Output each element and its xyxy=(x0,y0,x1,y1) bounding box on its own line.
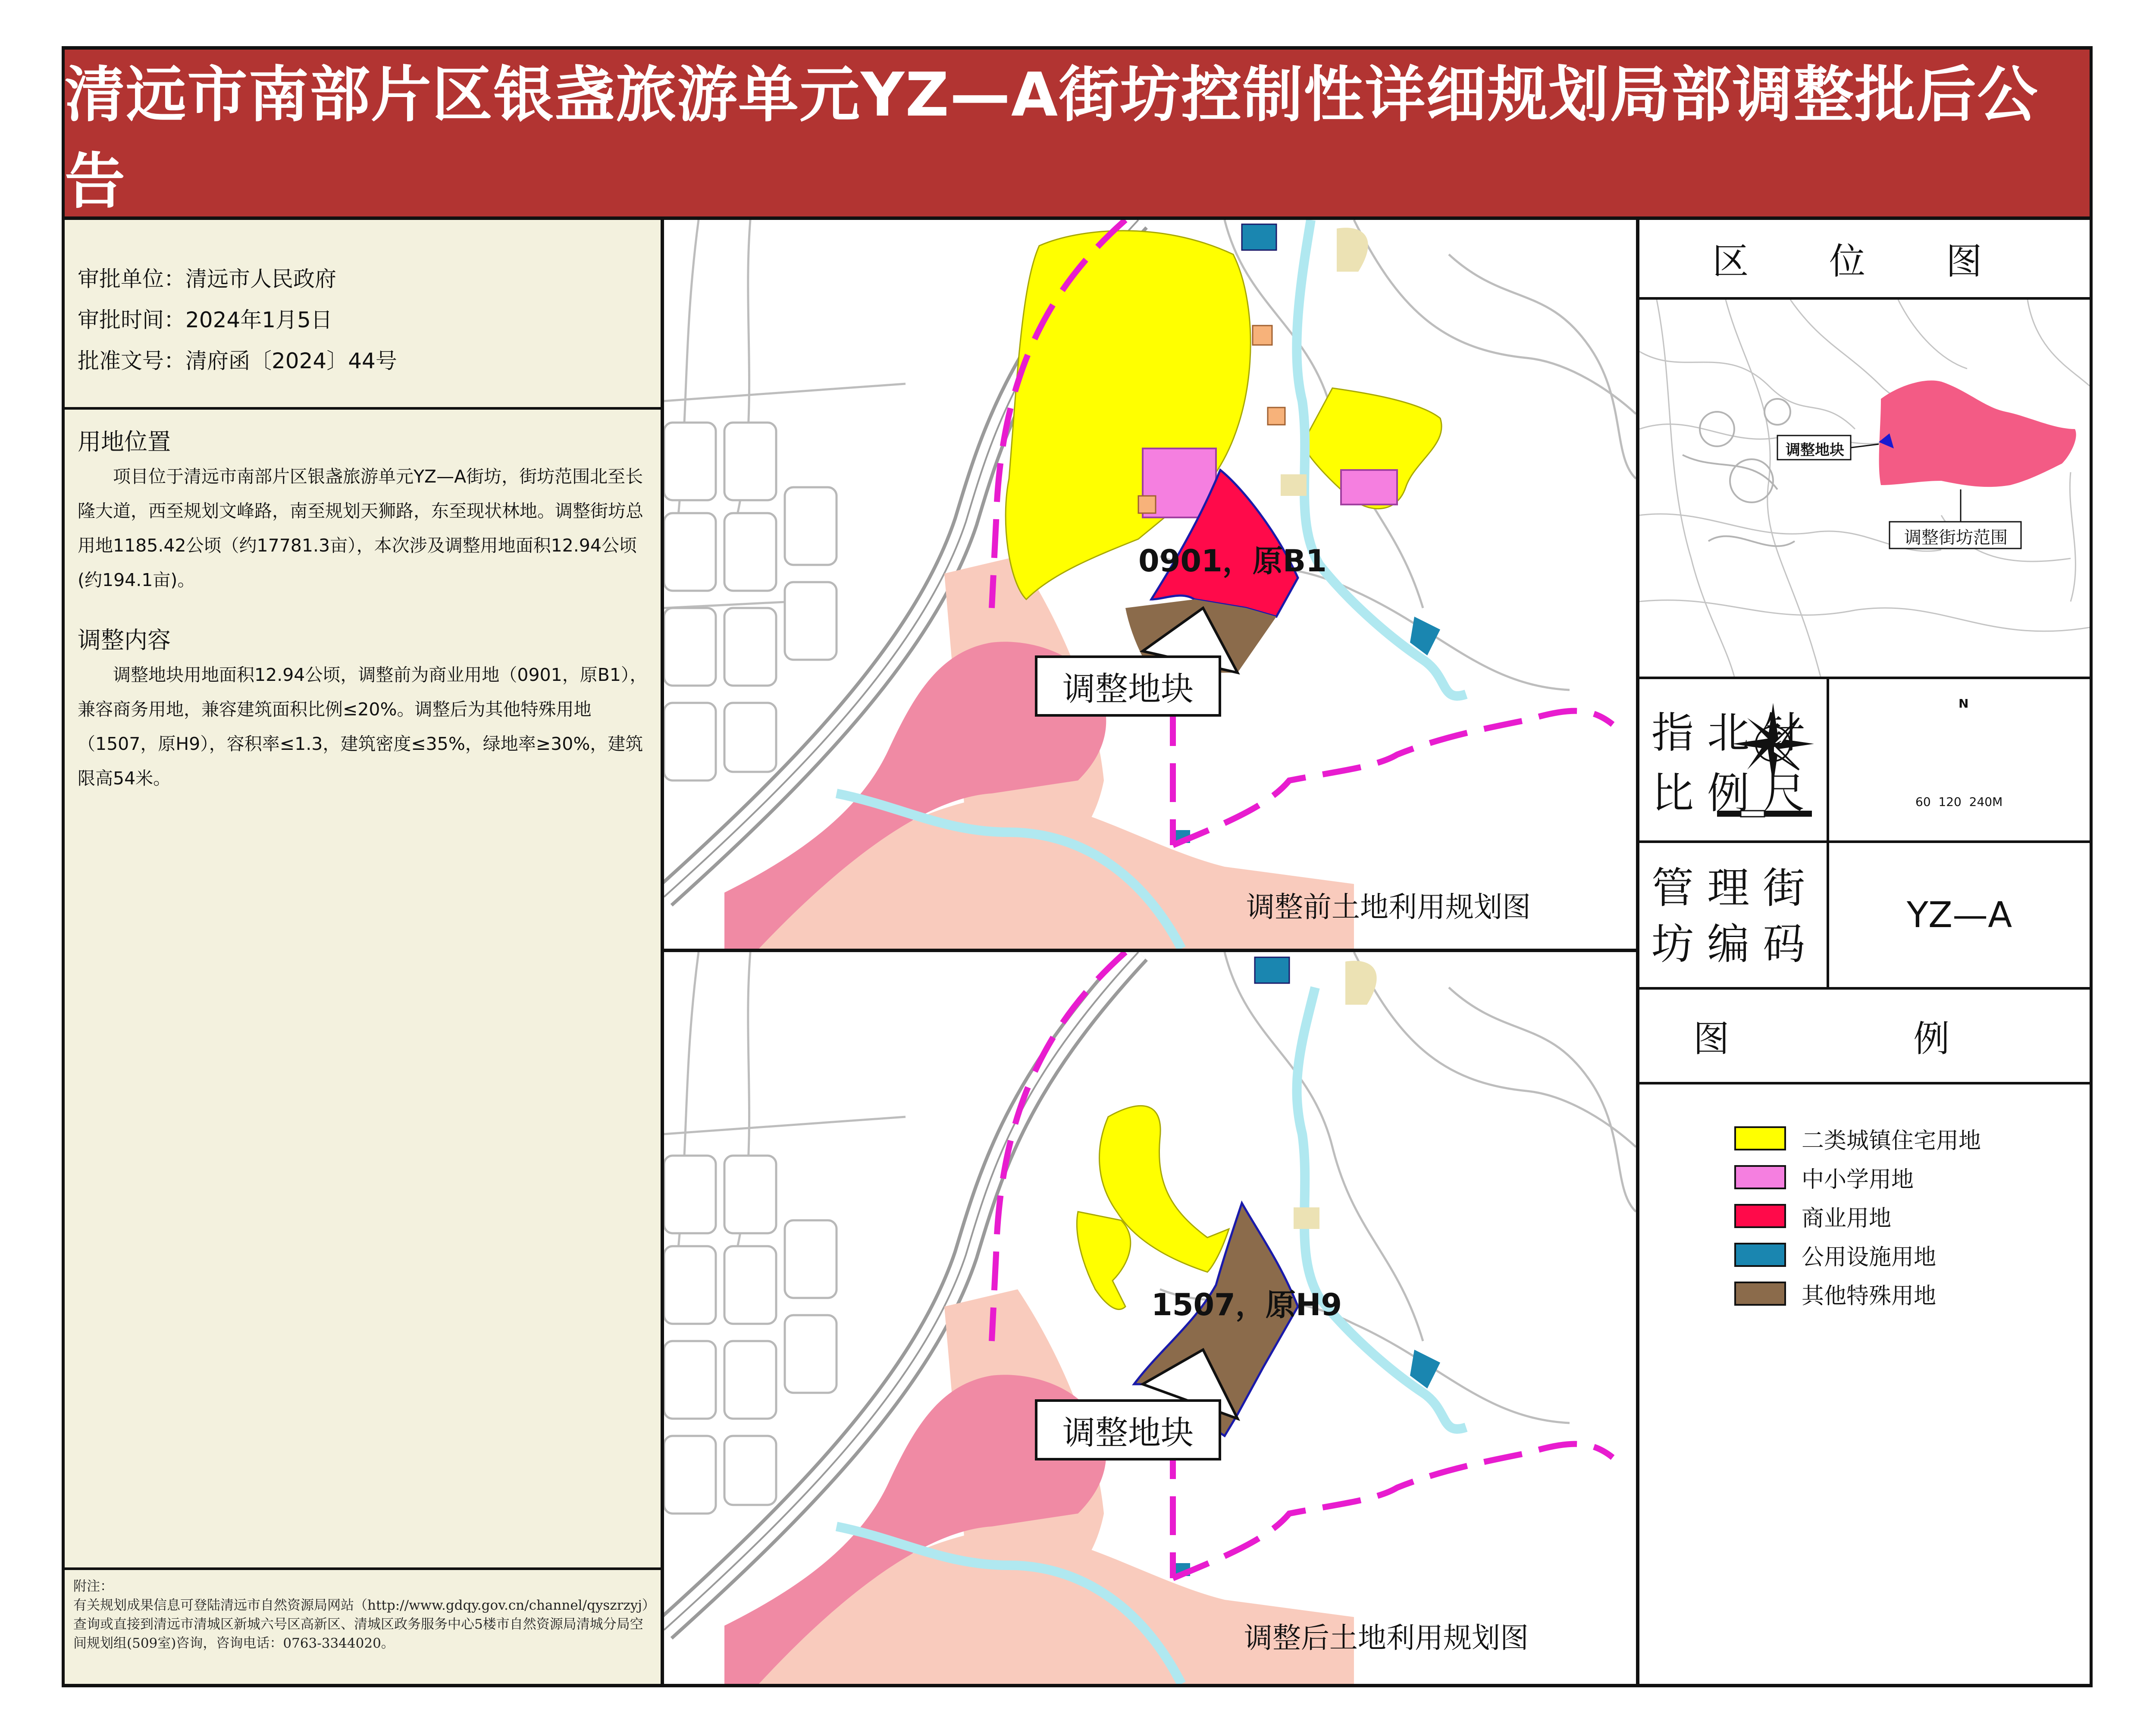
content-heading: 调整内容 xyxy=(78,627,171,654)
before-map-caption: 调整前土地利用规划图 xyxy=(1246,890,1531,924)
note-section xyxy=(65,1567,661,1684)
utility-land xyxy=(1242,224,1276,250)
legend-item-utility xyxy=(1734,1242,1936,1268)
north-letter: N xyxy=(1959,696,1969,711)
location-map-header xyxy=(1639,220,2090,300)
block-code-value: YZ—A xyxy=(1906,894,2012,936)
legend-swatch xyxy=(1734,1282,1786,1306)
legend-header xyxy=(1639,990,2090,1084)
location-parcel-tag: 调整地块 xyxy=(1786,441,1844,459)
approval-date: 审批时间：2024年1月5日 xyxy=(78,307,332,332)
after-map-caption: 调整后土地利用规划图 xyxy=(1244,1621,1529,1655)
before-parcel-label: 0901，原B1 xyxy=(1138,543,1327,579)
block-code-label-1: 管 理 街 xyxy=(1651,864,1805,913)
location-map-graphic xyxy=(1639,300,2090,677)
legend-item-residential xyxy=(1734,1125,1981,1154)
map-area xyxy=(664,220,1636,1684)
page-title: 清远市南部片区银盏旅游单元YZ—A街坊控制性详细规划局部调整批后公告 xyxy=(65,60,2039,217)
after-callout: 调整地块 xyxy=(1035,1399,1221,1460)
note-text: 有关规划成果信息可登陆清远市自然资源局网站（http://www.gdqy.gov.cn/channel/qyszrzyj）查询或直接到清远市清城区新城六号区高新区、清城区政务服务中心5楼市自然资源局清城分局空间规划组(509室)咨询，咨询电话：0763-3344020。 xyxy=(73,1598,649,1651)
location-map-heading: 区 位 图 xyxy=(1712,240,2017,282)
legend xyxy=(1639,1084,2090,1684)
scale-label: 比 例 尺 xyxy=(1651,769,1805,818)
location-range-tag: 调整街坊范围 xyxy=(1904,527,2008,548)
location-section xyxy=(65,425,661,597)
north-label: 指 北 针 xyxy=(1651,708,1805,758)
title-bar xyxy=(65,50,2090,220)
legend-label: 中小学用地 xyxy=(1802,1166,1914,1193)
legend-item-school xyxy=(1734,1164,1914,1193)
note-label: 附注： xyxy=(73,1579,113,1594)
content-text: 调整地块用地面积12.94公顷，调整前为商业用地（0901，原B1），兼容商务用地，兼容建筑面积比例≤20%。调整后为其他特殊用地（1507，原H9），容积率≤1.3，建筑密度≤35%，绿地率≥30%，建筑限高54米。 xyxy=(78,664,648,789)
block-code-box xyxy=(1639,843,2090,990)
location-map xyxy=(1639,300,2090,679)
north-scale-label xyxy=(1639,679,1829,840)
legend-item-special-use xyxy=(1734,1281,1936,1307)
content-section xyxy=(65,623,661,796)
legend-heading: 图 例 xyxy=(1693,1017,2036,1060)
after-map xyxy=(664,952,1636,1684)
location-text: 项目位于清远市南部片区银盏旅游单元YZ—A街坊，街坊范围北至长隆大道，西至规划文峰路，南至规划天狮路，东至现状林地。调整街坊总用地1185.42公顷（约17781.3亩），本次涉及调整用地面积12.94公顷(约194.1亩)。 xyxy=(78,466,643,590)
legend-item-commercial xyxy=(1734,1203,1892,1232)
location-heading: 用地位置 xyxy=(78,428,171,455)
legend-label: 商业用地 xyxy=(1802,1205,1892,1232)
info-panel xyxy=(65,220,664,1684)
legend-label: 其他特殊用地 xyxy=(1802,1283,1937,1309)
legend-label: 公用设施用地 xyxy=(1802,1244,1937,1270)
before-callout: 调整地块 xyxy=(1035,655,1221,717)
approval-info xyxy=(65,220,661,410)
block-code-label-2: 坊 编 码 xyxy=(1651,920,1805,969)
legend-swatch xyxy=(1734,1243,1786,1267)
after-parcel-label: 1507，原H9 xyxy=(1151,1287,1342,1323)
before-map xyxy=(664,220,1636,949)
side-panel xyxy=(1636,220,2090,1684)
approval-doc-no: 批准文号：清府函〔2024〕44号 xyxy=(78,348,397,373)
legend-swatch xyxy=(1734,1126,1786,1150)
legend-swatch xyxy=(1734,1165,1786,1189)
approval-unit: 审批单位：清远市人民政府 xyxy=(78,266,336,291)
legend-swatch xyxy=(1734,1204,1786,1228)
land-use-maps xyxy=(664,220,1636,1684)
block-code-label xyxy=(1639,843,1829,987)
legend-label: 二类城镇住宅用地 xyxy=(1802,1128,1981,1154)
scale-ticks: 60 120 240M xyxy=(1915,795,2003,809)
north-scale-box xyxy=(1639,679,2090,843)
